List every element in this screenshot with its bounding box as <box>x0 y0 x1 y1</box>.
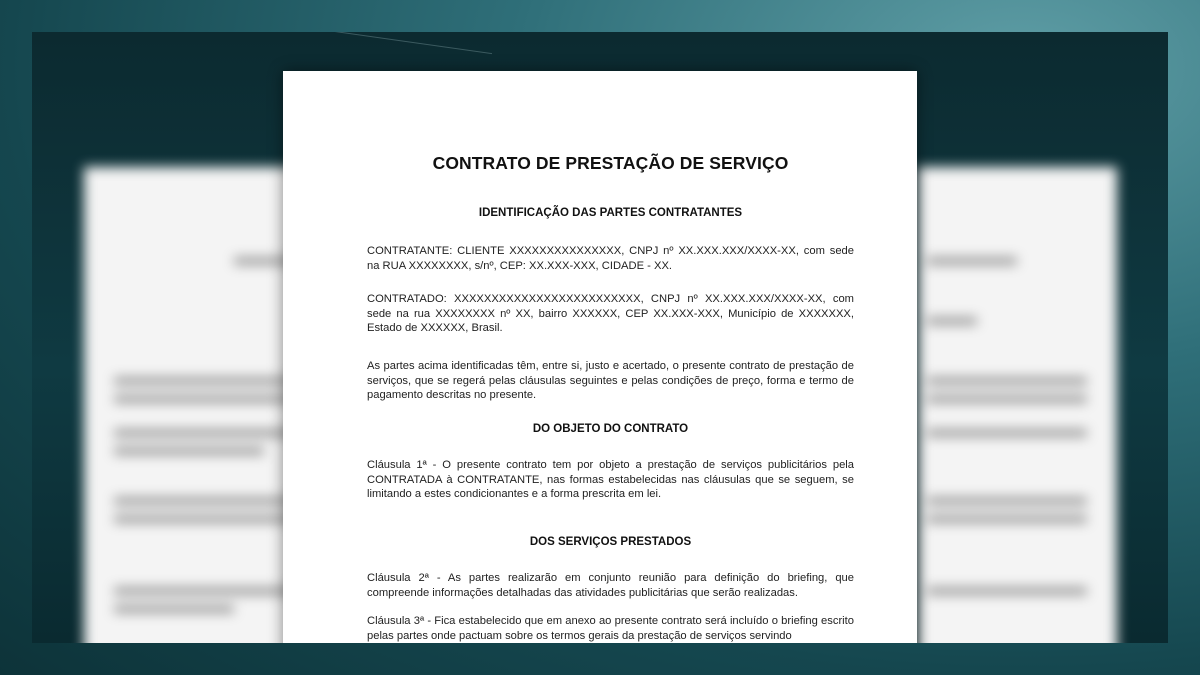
paragraph-clause-2: Cláusula 2ª - As partes realizarão em conjunto reunião para definição do briefing, que compreende informações detalhadas das atividades publicitárias que serão realizadas. <box>367 572 854 599</box>
section-heading-services: DOS SERVIÇOS PRESTADOS <box>529 536 692 548</box>
paragraph-clause-1: Cláusula 1ª - O presente contrato tem por objeto a prestação de serviços publicitários pela CONTRATADA à CONTRATANTE, nas formas estabelecidas nas cláusulas que se seguem, se limitando a estes condicionantes e a forma prescrita em lei. <box>367 459 854 500</box>
section-heading-object: DO OBJETO DO CONTRATO <box>532 423 689 435</box>
document-title: CONTRATO DE PRESTAÇÃO DE SERVIÇO <box>432 153 789 173</box>
background-frame <box>32 32 1168 643</box>
paragraph-contratado: CONTRATADO: XXXXXXXXXXXXXXXXXXXXXXXXX, CNPJ nº XX.XXX.XXX/XXXX-XX, com sede na rua XXXXXXXX nº XX, bairro XXXXXX, CEP XX.XXX-XXX, Município de XXXXXXX, Estado de XXXXXX, Brasil. <box>367 293 854 334</box>
blurred-page-right <box>917 167 1117 643</box>
paragraph-contratante: CONTRATANTE: CLIENTE XXXXXXXXXXXXXXX, CNPJ nº XX.XXX.XXX/XXXX-XX, com sede na RUA XXXXXXXX, s/nº, CEP: XX.XXX-XXX, CIDADE - XX. <box>367 245 854 272</box>
blurred-page-left <box>84 167 314 643</box>
section-heading-parties: IDENTIFICAÇÃO DAS PARTES CONTRATANTES <box>478 207 743 219</box>
contract-page <box>283 71 917 643</box>
paragraph-intro: As partes acima identificadas têm, entre si, justo e acertado, o presente contrato de prestação de serviços, que se regerá pelas cláusulas seguintes e pelas condições de preço, forma e termo de pagamento descritas no presente. <box>367 360 854 401</box>
paragraph-clause-3: Cláusula 3ª - Fica estabelecido que em anexo ao presente contrato será incluído o briefing escrito pelas partes onde pactuam sobre os termos gerais da prestação de serviços servindo <box>367 615 854 642</box>
